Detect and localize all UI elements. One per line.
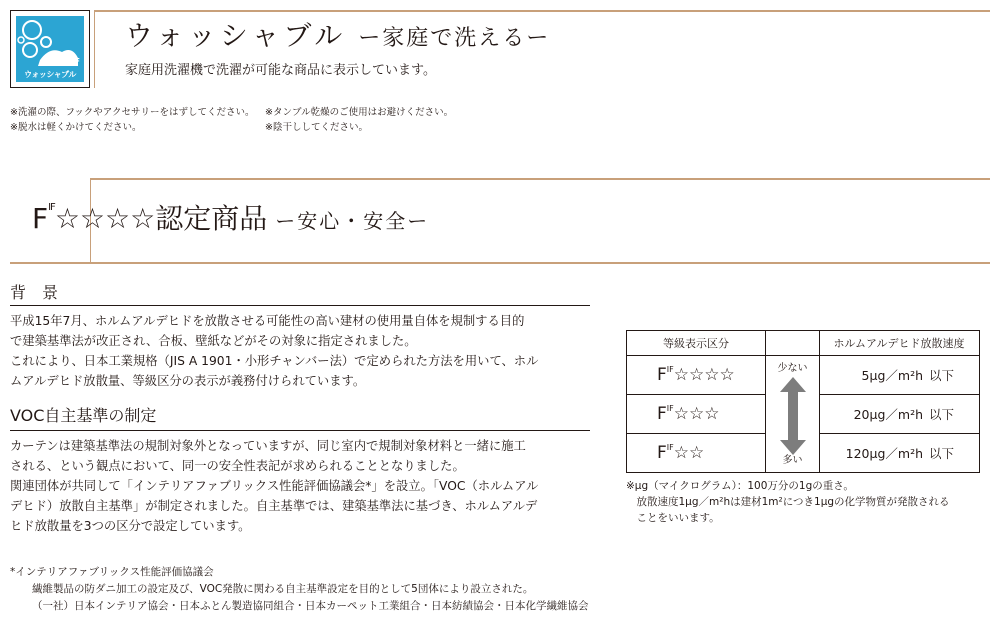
table-header-rate: ホルムアルデヒド放散速度 [833, 337, 965, 350]
washable-description: 家庭用洗濯機で洗濯が可能な商品に表示しています。 [125, 63, 436, 78]
body-line: カーテンは建築基準法の規制対象外となっていますが、同じ室内で規制対象材料と一緒に施工 [10, 439, 526, 453]
certified-title-text: 認定商品 [155, 202, 268, 235]
table-row-grade [657, 367, 735, 384]
table-row-grade [657, 445, 704, 462]
star-rating: ☆☆☆☆ [54, 202, 156, 235]
washable-icon-tag: NIF [64, 57, 80, 66]
washable-subtitle: ー家庭で洗えるー [358, 26, 551, 51]
body-line: で建築基準法が改正され、合板、壁紙などがその対象に指定されました。 [10, 334, 417, 348]
washable-note: ※脱水は軽くかけてください。 [10, 122, 142, 133]
body-line: これにより、日本工業規格（JIS A 1901・小形チャンバー法）で定められた方法を用いて、ホル [10, 354, 539, 368]
double-arrow-icon [779, 377, 807, 455]
washable-note: ※タンブル乾燥のご使用はお避けください。 [265, 107, 454, 118]
footnote-line: 繊維製品の防ダニ加工の設定及び、VOC発散に関わる自主基準設定を目的として5団体により設立された。 [32, 583, 534, 595]
body-line: 関連団体が共同して「インテリアファブリックス性能評価協議会*」を設立。「VOC（ホルムアル [10, 479, 539, 493]
table-header-grade: 等級表示区分 [663, 337, 729, 350]
f-mark-sup: IF [666, 365, 674, 374]
background-body [10, 311, 590, 391]
table-gridline [627, 355, 979, 356]
formaldehyde-table [626, 330, 980, 473]
body-line: 平成15年7月、ホルムアルデヒドを放散させる可能性の高い建材の使用量自体を規制する目的 [10, 314, 525, 328]
heading-rule [10, 305, 590, 306]
body-line: デヒド）放散自主基準」が制定されました。自主基準では、建築基準法に基づき、ホルムアルデ [10, 499, 538, 513]
body-line: ムアルデヒド放散量、等級区分の表示が義務付けられています。 [10, 374, 366, 388]
table-row-grade [657, 406, 719, 423]
washable-icon-label: ウォッシャブル [24, 70, 76, 79]
star-rating: ☆☆ [673, 443, 705, 463]
heading-rule [10, 430, 590, 431]
accent-line [94, 10, 95, 88]
f-mark-sup: IF [666, 443, 674, 452]
table-row-suffix: 以下 [929, 368, 955, 383]
footnote-line: （一社）日本インテリア協会・日本ふとん製造協同組合・日本カーペット工業組合・日本紡績協会・日本化学繊維協会 [32, 600, 589, 612]
voc-heading: VOC自主基準の制定 [10, 406, 157, 425]
star-rating: ☆☆☆ [673, 404, 720, 424]
table-note: ※μg（マイクログラム）：100万分の1gの重さ。 [626, 480, 854, 492]
f-mark-letter: F [657, 365, 667, 385]
f-mark-letter: F [657, 404, 667, 424]
table-row-suffix: 以下 [929, 446, 955, 461]
f-mark-sup: IF [48, 202, 55, 213]
washable-icon-badge [16, 16, 84, 82]
f-mark-letter: F [657, 443, 667, 463]
accent-line [90, 178, 990, 180]
accent-line [94, 10, 990, 12]
body-line: ヒド放散量を3つの区分で設定しています。 [10, 519, 251, 533]
f-mark-letter: F [32, 202, 49, 235]
washable-title [125, 19, 551, 52]
star-rating: ☆☆☆☆ [673, 365, 735, 385]
washable-icon [10, 10, 90, 88]
table-gridline [819, 433, 979, 434]
voc-body [10, 436, 590, 536]
background-heading: 背 景 [10, 283, 59, 302]
table-gridline [627, 433, 765, 434]
table-gridline [819, 394, 979, 395]
table-row-rate: 120μg／m²h [845, 446, 923, 461]
washable-note: ※陰干ししてください。 [265, 122, 368, 133]
table-note: 放散速度1μg／m²hは建材1m²につき1μgの化学物質が発散される [626, 496, 950, 508]
footnote-title: *インテリアファブリックス性能評価協議会 [10, 566, 214, 578]
accent-line [10, 262, 990, 264]
table-row-rate: 20μg／m²h [853, 407, 923, 422]
table-gridline [627, 394, 765, 395]
washable-note: ※洗濯の際、フックやアクセサリーをはずしてください。 [10, 107, 255, 118]
certified-subtitle: ー安心・安全ー [275, 209, 430, 233]
less-label: 少ない [777, 363, 808, 374]
washable-title-text: ウォッシャブル [125, 19, 347, 52]
f-mark-sup: IF [666, 404, 674, 413]
table-note: ことをいいます。 [626, 512, 720, 524]
body-line: される、という観点において、同一の安全性表記が求められることとなりました。 [10, 459, 465, 473]
table-row-rate: 5μg／m²h [861, 368, 923, 383]
table-gridline [765, 331, 766, 472]
table-row-suffix: 以下 [929, 407, 955, 422]
more-label: 多い [782, 455, 803, 466]
certified-title [32, 202, 430, 235]
